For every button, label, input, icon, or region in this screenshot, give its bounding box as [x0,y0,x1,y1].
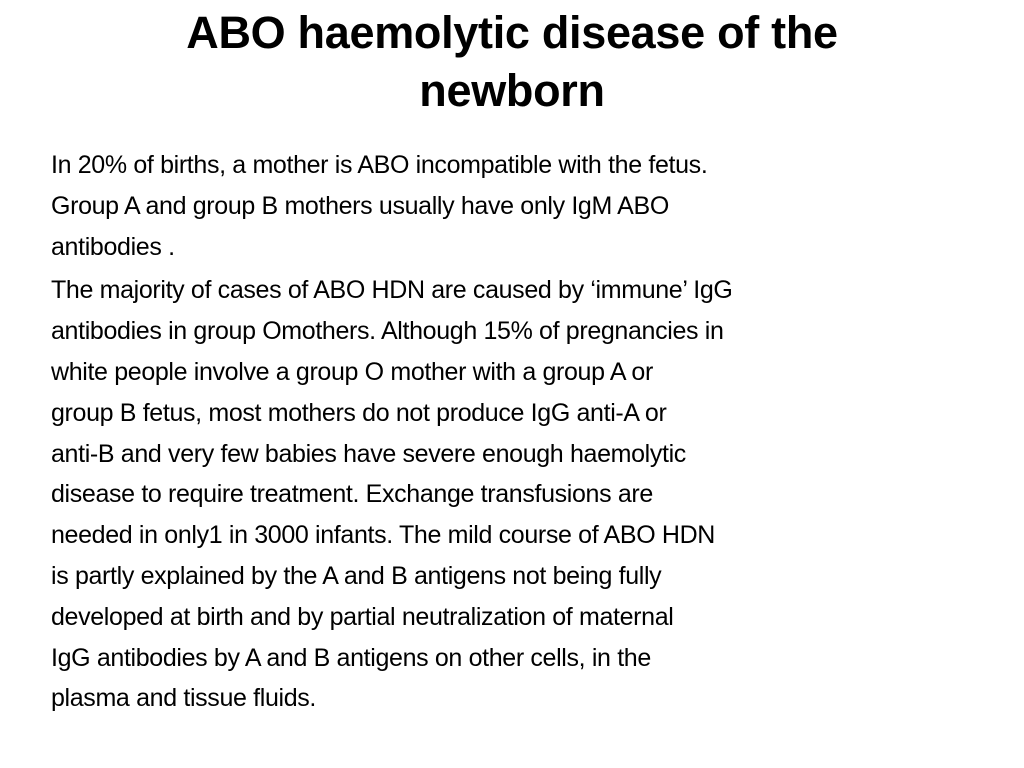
body-line: IgG antibodies by A and B antigens on other cells, in the [51,643,651,672]
body-line: Group A and group B mothers usually have only IgM ABO [51,191,669,220]
body-line: disease to require treatment. Exchange transfusions are [51,480,653,509]
body-line: is partly explained by the A and B antigens not being fully [51,561,662,590]
body-line: anti-B and very few babies have severe enough haemolytic [51,439,686,468]
slide-title [60,4,964,120]
paragraph-abo-hdn-causes [51,270,951,719]
body-line: The majority of cases of ABO HDN are caused by ‘immune’ IgG [51,276,733,305]
slide-title-line-2: newborn [419,65,605,116]
body-line: needed in only1 in 3000 infants. The mild course of ABO HDN [51,521,716,550]
slide-body [51,145,951,722]
body-line: developed at birth and by partial neutralization of maternal [51,602,674,631]
slide-title-line-1: ABO haemolytic disease of the [186,7,838,58]
body-line: white people involve a group O mother with a group A or [51,357,653,386]
body-line: antibodies . [51,232,175,261]
body-line: antibodies in group Omothers. Although 15% of pregnancies in [51,317,724,346]
body-line: In 20% of births, a mother is ABO incompatible with the fetus. [51,151,708,179]
body-line: group B fetus, most mothers do not produce IgG anti-A or [51,398,667,427]
paragraph-abo-incompatibility [51,145,951,267]
body-line: plasma and tissue fluids. [51,684,317,713]
